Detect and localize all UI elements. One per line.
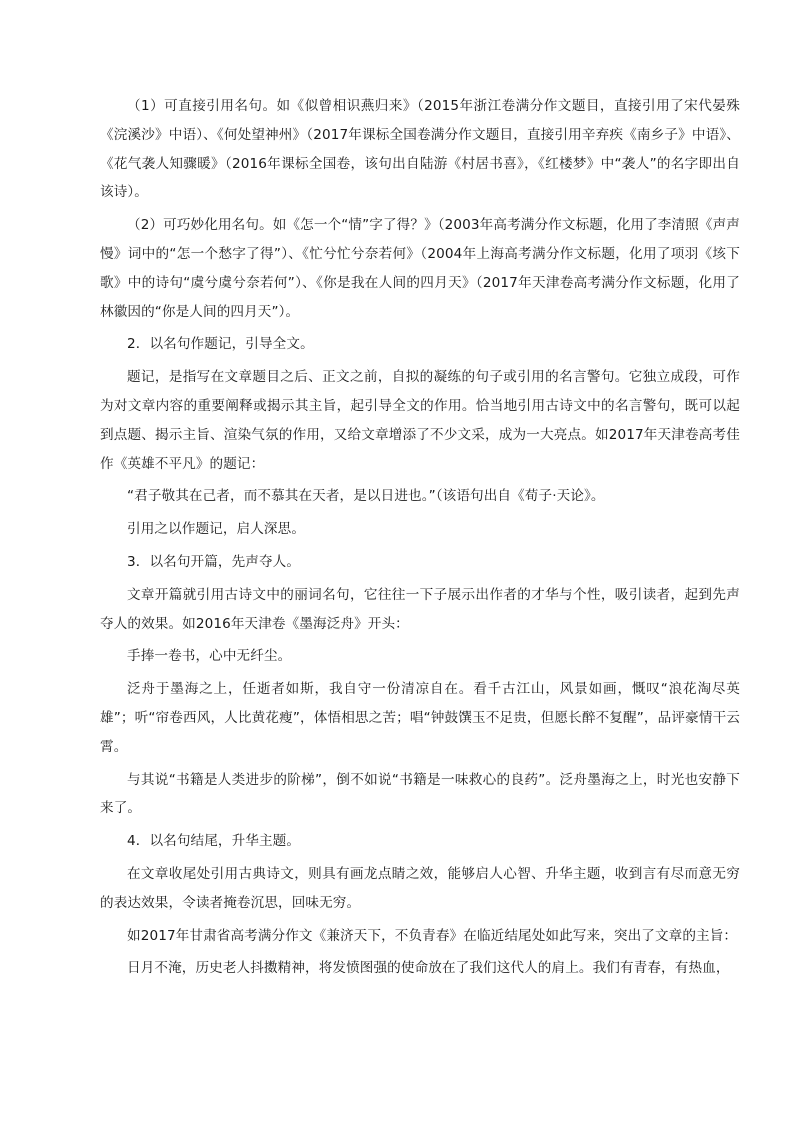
section-heading-ending: 4．以名句结尾，升华主题。 xyxy=(127,833,301,850)
paragraph-adapted-quote: （2）可巧妙化用名句。如《怎一个“情”字了得？》（2003年高考满分作文标题，化用了李清照《声声慢》词中的“怎一个愁字了得”）、《忙兮忙兮奈若何》（2004年上海高考满分作文标题，化用了项羽《垓下歌》中的诗句“虞兮虞兮奈若何”）、《你是我在人间的四月天》（2017年天津卷高考满分作文标题，化用了林徽因的“你是人间的四月天”）。 xyxy=(100,217,740,320)
paragraph-example-line-2: 泛舟于墨海之上，任逝者如斯，我自守一份清凉自在。看千古江山，风景如画，慨叹“浪花淘尽英雄”；听“帘卷西风，人比黄花瘦”，体悟相思之苦；唱“钟鼓馔玉不足贵，但愿长醉不复醒”，品评豪情干云霄。 xyxy=(100,681,740,755)
paragraph-xunzi-quote: “君子敬其在己者，而不慕其在天者，是以日进也。”（该语句出自《荀子·天论》。 xyxy=(127,488,605,505)
paragraph-opening-explanation: 文章开篇就引用古诗文中的丽词名句，它往往一下子展示出作者的才华与个性，吸引读者，起到先声夺人的效果。如2016年天津卷《墨海泛舟》开头： xyxy=(100,586,740,632)
paragraph-example-line-1: 手捧一卷书，心中无纤尘。 xyxy=(127,648,292,665)
paragraph-example-line-3: 与其说“书籍是人类进步的阶梯”，倒不如说“书籍是一味救心的良药”。泛舟墨海之上，时光也安静下来了。 xyxy=(100,771,740,817)
paragraph-ending-explanation: 在文章收尾处引用古典诗文，则具有画龙点睛之效，能够启人心智、升华主题，收到言有尽而意无穷的表达效果，令读者掩卷沉思，回味无穷。 xyxy=(100,865,740,911)
paragraph-gansu-example-intro: 如2017年甘肃省高考满分作文《兼济天下，不负青春》在临近结尾处如此写来，突出了文章的主旨： xyxy=(127,927,738,944)
paragraph-epigraph-definition: 题记，是指写在文章题目之后、正文之前，自拟的凝练的句子或引用的名言警句。它独立成段，可作为对文章内容的重要阐释或揭示其主旨，起引导全文的作用。恰当地引用古诗文中的名言警句，既可以起到点题、揭示主旨、渲染气氛的作用，又给文章增添了不少文采，成为一大亮点。如2017年天津卷高考佳作《英雄不平凡》的题记： xyxy=(100,369,740,472)
section-heading-opening: 3．以名句开篇，先声夺人。 xyxy=(127,553,301,570)
paragraph-gansu-example-text: 日月不淹，历史老人抖擞精神，将发愤图强的使命放在了我们这代人的肩上。我们有青春，有热血， xyxy=(127,960,730,977)
document-body xyxy=(100,92,740,987)
paragraph-epigraph-effect: 引用之以作题记，启人深思。 xyxy=(127,521,306,538)
paragraph-direct-quote: （1）可直接引用名句。如《似曾相识燕归来》（2015年浙江卷满分作文题目，直接引用了宋代晏殊《浣溪沙》中语）、《何处望神州》（2017年课标全国卷满分作文题目，直接引用辛弃疾《南乡子》中语》、《花气袭人知骤暖》（2016年课标全国卷，该句出自陆游《村居书喜》，《红楼梦》中“袭人”的名字即出自该诗）。 xyxy=(100,98,740,201)
section-heading-epigraph: 2．以名句作题记，引导全文。 xyxy=(127,336,314,353)
